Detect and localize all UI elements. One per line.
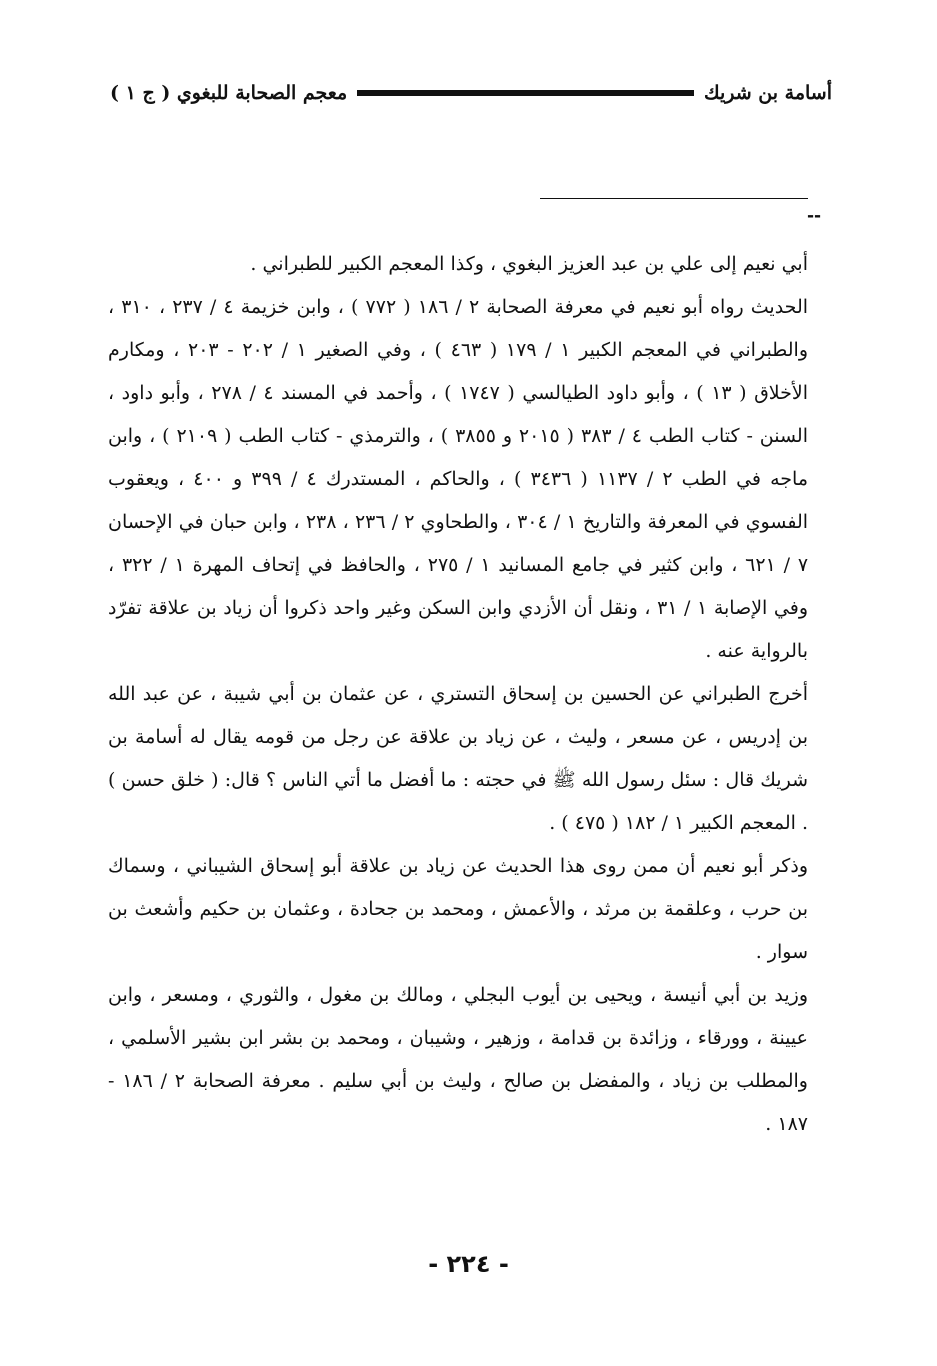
- paragraph: أخرج الطبراني عن الحسين بن إسحاق التستري ، عن عثمان بن أبي شيبة ، عن عبد الله بن إدريس ، عن مسعر ، وليث ، عن زياد بن علاقة عن رجل من قومه يقال له أسامة بن شريك قال : سئل رسول الله ﷺ في حجته : ما أفضل ما أتي الناس ؟ قال: ( خلق حسن ) . المعجم الكبير ١ / ١٨٢ ( ٤٧٥ ) .: [108, 683, 808, 834]
- book-title: معجم الصحابة للبغوي ( ج ١ ): [110, 82, 348, 104]
- footnote-separator: [540, 198, 808, 199]
- separator-mark: --: [807, 206, 822, 226]
- paragraph: وزيد بن أبي أنيسة ، ويحيى بن أيوب البجلي ، ومالك بن مغول ، والثوري ، ومسعر ، وابن عيينة ، وورقاء ، وزائدة بن قدامة ، وزهير ، وشيبان ، ومحمد بن بشر ابن بشير الأسلمي ، والمطلب بن زياد ، والمفضل بن صالح ، وليث بن أبي سليم . معرفة الصحابة ٢ / ١٨٦ - ١٨٧ .: [108, 984, 808, 1135]
- page-body: [108, 243, 808, 1146]
- paragraph: أبي نعيم إلى علي بن عبد العزيز البغوي ، وكذا المعجم الكبير للطبراني .: [250, 253, 808, 275]
- running-header: [110, 78, 832, 108]
- page-number: - ٢٢٤ -: [428, 1250, 509, 1278]
- companion-name: أسامة بن شريك: [703, 82, 832, 104]
- paragraph: وذكر أبو نعيم أن ممن روى هذا الحديث عن زياد بن علاقة أبو إسحاق الشيباني ، وسماك بن حرب ، وعلقمة بن مرثد ، والأعمش ، ومحمد بن جحادة ، وعثمان بن حكيم وأشعث بن سوار .: [108, 855, 808, 963]
- paragraph: الحديث رواه أبو نعيم في معرفة الصحابة ٢ / ١٨٦ ( ٧٧٢ ) ، وابن خزيمة ٤ / ٢٣٧ ، ٣١٠ ، والطبراني في المعجم الكبير ١ / ١٧٩ ( ٤٦٣ ) ، وفي الصغير ١ / ٢٠٢ - ٢٠٣ ، ومكارم الأخلاق ( ١٣ ) ، وأبو داود الطيالسي ( ١٧٤٧ ) ، وأحمد في المسند ٤ / ٢٧٨ ، وأبو داود ، السنن - كتاب الطب ٤ / ٣٨٣ ( ٢٠١٥ و ٣٨٥٥ ) ، والترمذي - كتاب الطب ( ٢١٠٩ ) ، وابن ماجه في الطب ٢ / ١١٣٧ ( ٣٤٣٦ ) ، والحاكم ، المستدرك ٤ / ٣٩٩ و ٤٠٠ ، ويعقوب الفسوي في المعرفة والتاريخ ١ / ٣٠٤ ، والطحاوي ٢ / ٢٣٦ ، ٢٣٨ ، وابن حبان في الإحسان ٧ / ٦٢١ ، وابن كثير في جامع المسانيد ١ / ٢٧٥ ، والحافظ في إتحاف المهرة ١ / ٣٢٢ ، وفي الإصابة ١ / ٣١ ، ونقل أن الأزدي وابن السكن وغير واحد ذكروا أن زياد بن علاقة تفرّد بالرواية عنه .: [108, 296, 809, 662]
- header-rule: [357, 90, 694, 96]
